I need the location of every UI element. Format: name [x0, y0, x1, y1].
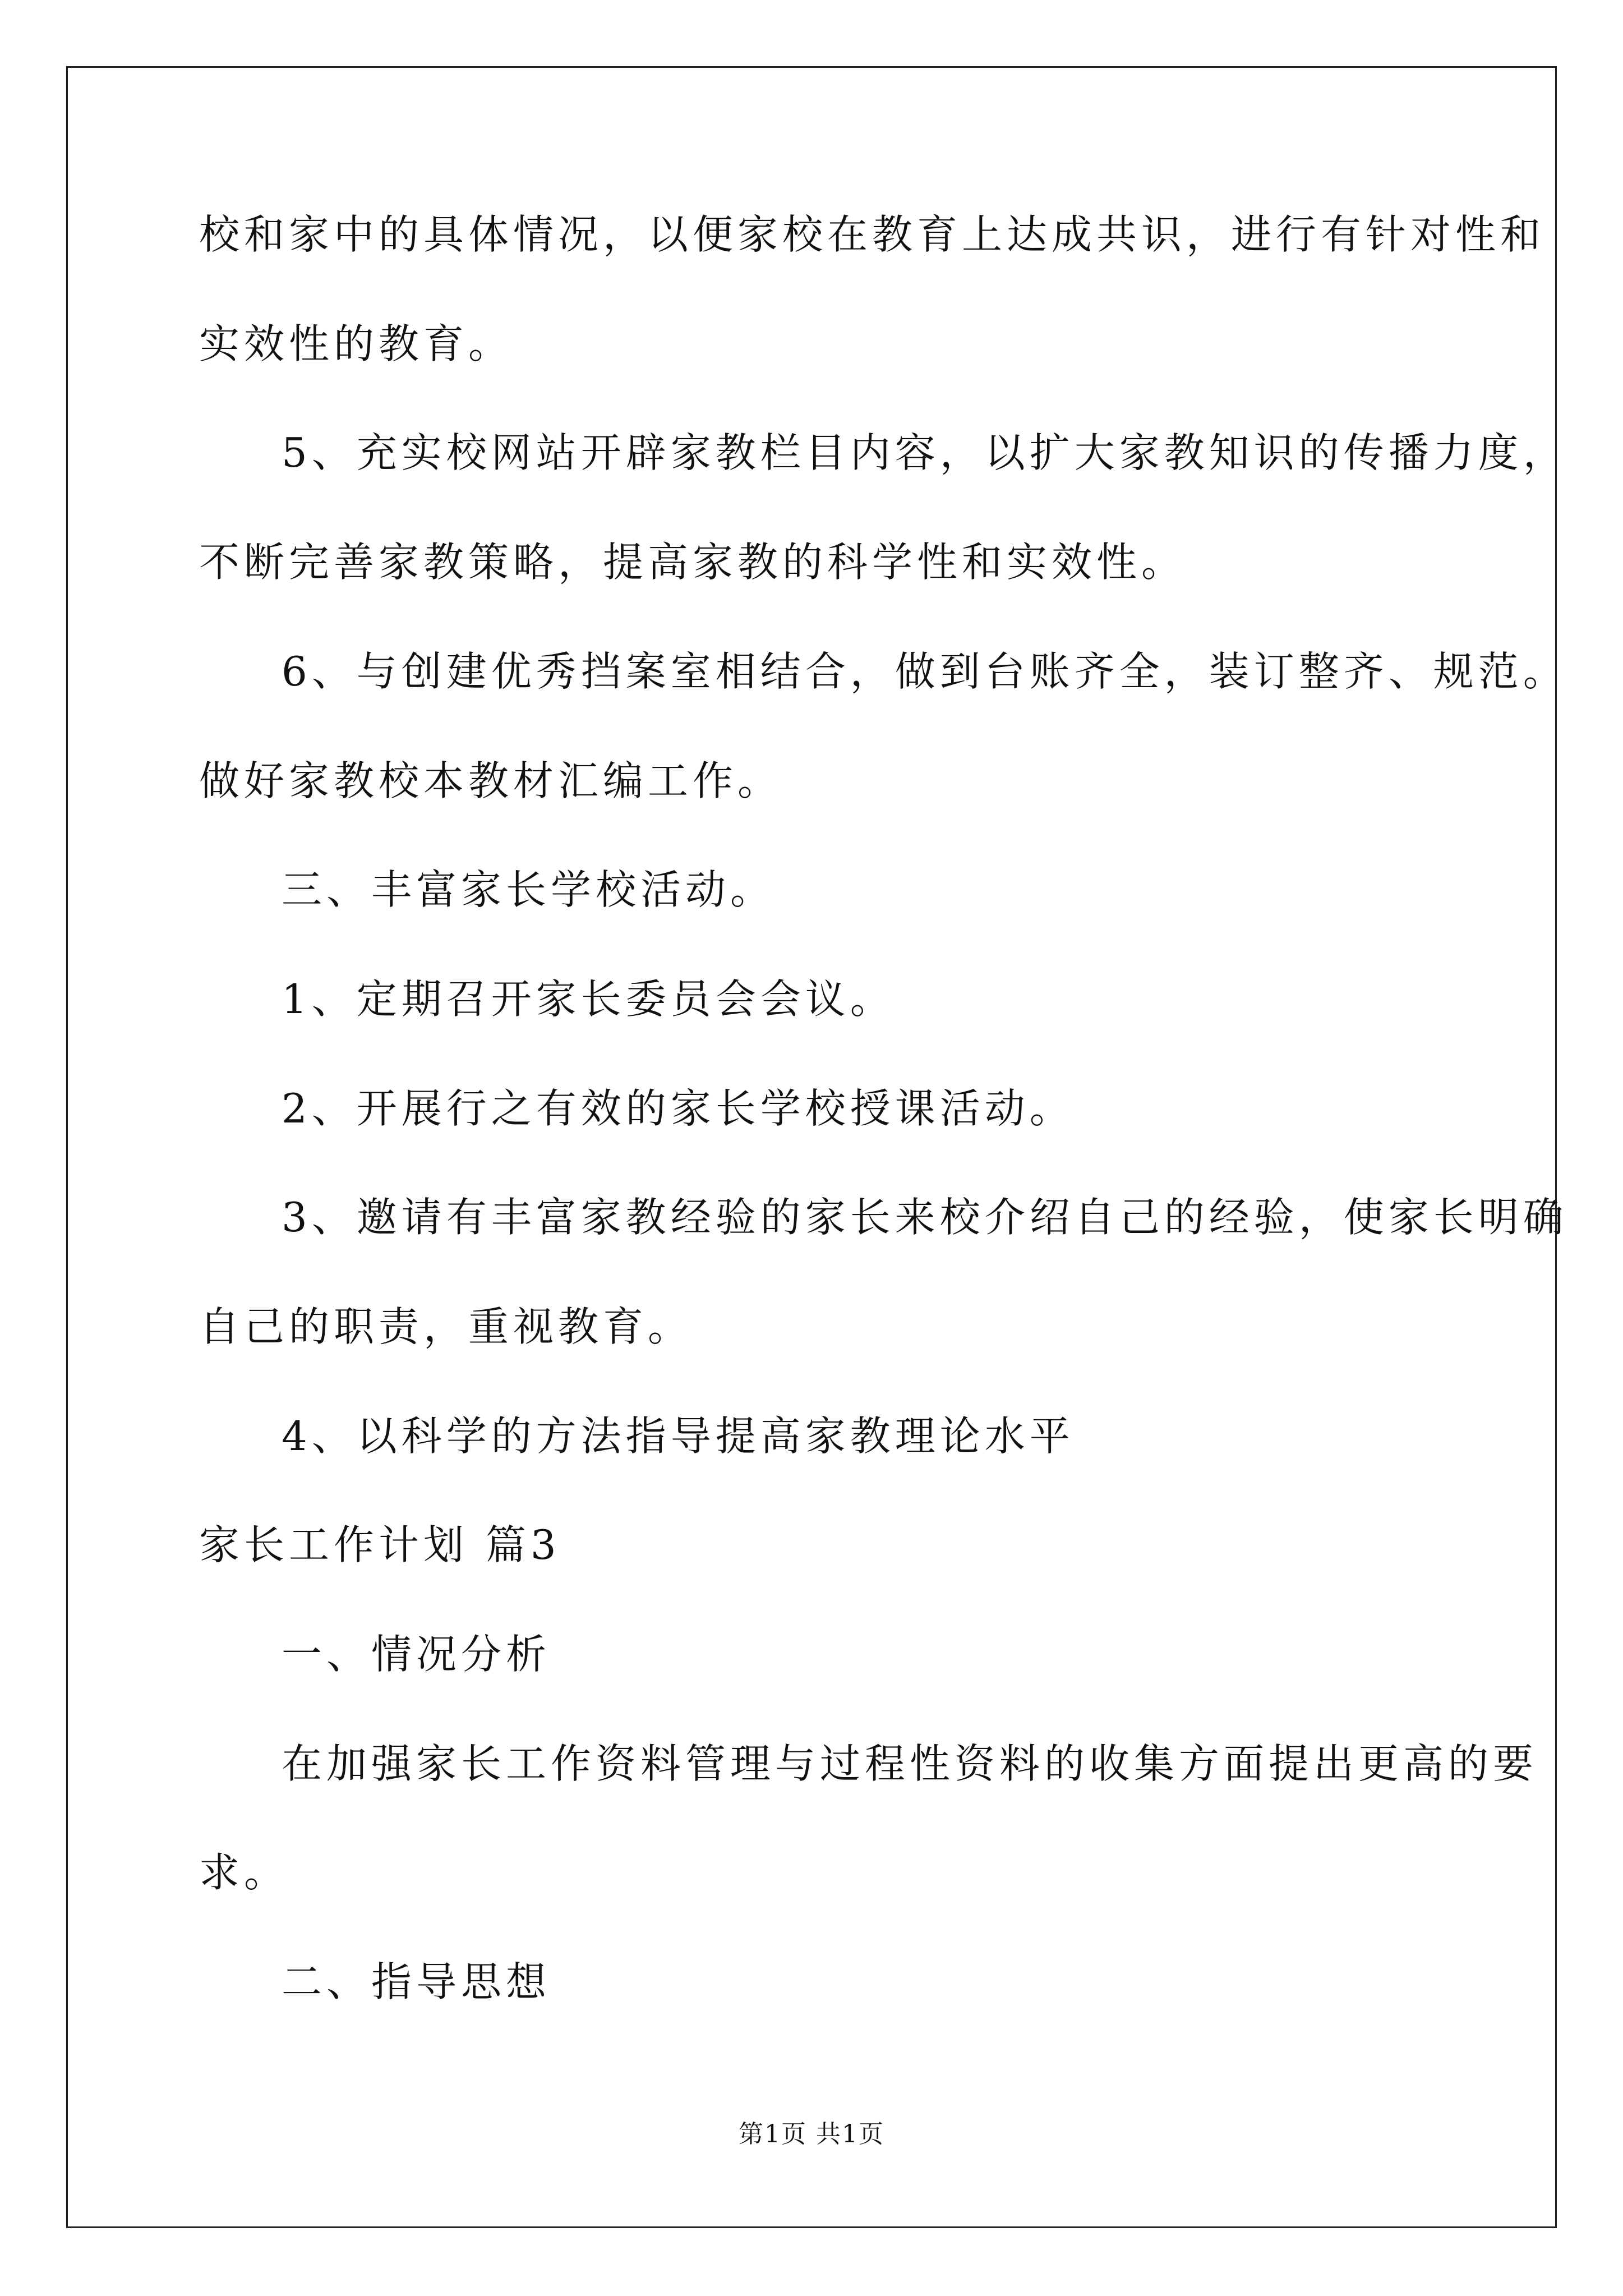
section-heading: 三、丰富家长学校活动。 [282, 866, 776, 913]
section-heading: 一、情况分析 [282, 1631, 551, 1678]
text-line: 做好家教校本教材汇编工作。 [199, 757, 783, 804]
page-footer: 第1页 共1页 [739, 2120, 884, 2148]
text-line: 6、与创建优秀挡案室相结合，做到台账齐全，装订整齐、规范。 [282, 648, 1568, 695]
text-line: 不断完善家教策略，提高家教的科学性和实效性。 [199, 539, 1187, 586]
text-line: 5、充实校网站开辟家教栏目内容，以扩大家教知识的传播力度， [282, 429, 1568, 476]
text-line: 2、开展行之有效的家长学校授课活动。 [282, 1085, 1075, 1132]
text-line: 实效性的教育。 [199, 320, 514, 367]
text-line: 3、邀请有丰富家教经验的家长来校介绍自己的经验，使家长明确 [282, 1194, 1568, 1241]
article-title: 家长工作计划 篇3 [199, 1521, 561, 1568]
text-line: 1、定期召开家长委员会会议。 [282, 976, 895, 1023]
text-line: 求。 [199, 1849, 289, 1896]
text-line: 4、以科学的方法指导提高家教理论水平 [282, 1412, 1075, 1460]
text-line: 自己的职责，重视教育。 [199, 1303, 693, 1350]
section-heading: 二、指导思想 [282, 1958, 551, 2005]
page-border [66, 66, 1557, 2228]
text-line: 校和家中的具体情况，以便家校在教育上达成共识，进行有针对性和 [199, 211, 1546, 258]
text-line: 在加强家长工作资料管理与过程性资料的收集方面提出更高的要 [282, 1740, 1538, 1787]
